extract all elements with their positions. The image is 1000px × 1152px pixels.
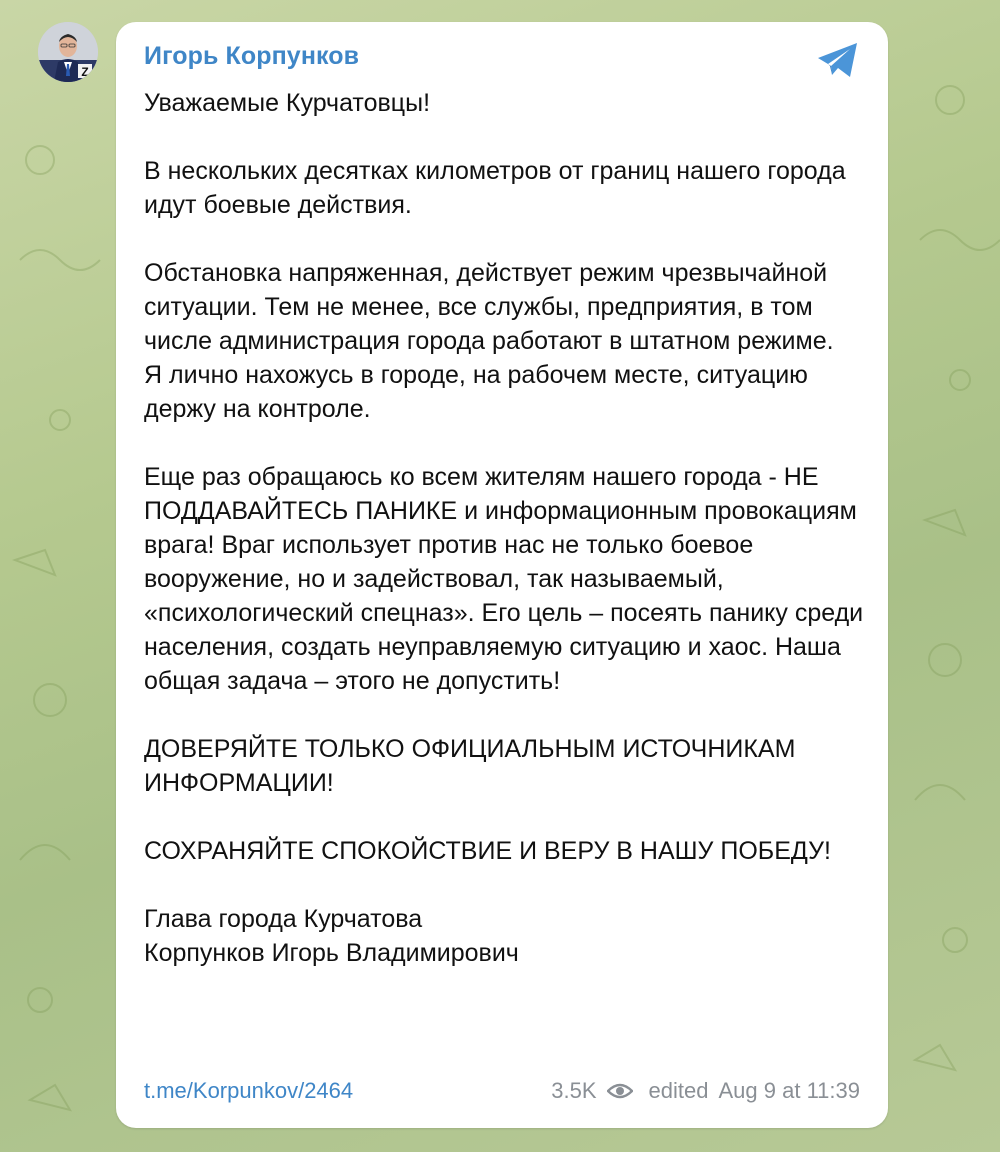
message-paragraph: СОХРАНЯЙТЕ СПОКОЙСТВИЕ И ВЕРУ В НАШУ ПОБЕДУ! (144, 837, 831, 865)
post-link[interactable]: t.me/Korpunkov/2464 (144, 1078, 354, 1103)
avatar-image (38, 22, 98, 82)
message-bubble (116, 22, 888, 1128)
message-signature: Глава города Курчатова Корпунков Игорь Владимирович (144, 905, 519, 967)
message-paragraph: В нескольких десятках километров от границ нашего города идут боевые действия. (144, 157, 846, 219)
svg-text:Z: Z (81, 65, 89, 79)
message-paragraph: Обстановка напряженная, действует режим чрезвычайной ситуации. Тем не менее, все службы, предприятия, в том числе администрация города работают в штатном режиме. Я лично нахожусь в городе, на рабочем месте, ситуацию держу на контроле. (144, 259, 834, 423)
telegram-logo-icon[interactable] (816, 40, 860, 80)
message-paragraph: Уважаемые Курчатовцы! (144, 89, 431, 117)
message-footer (144, 1076, 860, 1106)
edited-label: edited (648, 1078, 709, 1103)
message-meta (551, 1078, 860, 1104)
message-paragraph: Еще раз обращаюсь ко всем жителям нашего города - НЕ ПОДДАВАЙТЕСЬ ПАНИКЕ и информационным провокациям врага! Враг использует против нас не только боевое вооружение, но и задействовал, так называемый, «психологический спецназ». Его цель – посеять панику среди населения, создать неуправляемую ситуацию и хаос. Наша общая задача – этого не допустить! (144, 463, 864, 695)
message-text (144, 86, 864, 970)
author-avatar[interactable] (38, 22, 98, 82)
message-paragraph: ДОВЕРЯЙТЕ ТОЛЬКО ОФИЦИАЛЬНЫМ ИСТОЧНИКАМ ИНФОРМАЦИИ! (144, 735, 796, 797)
message-timestamp: Aug 9 at 11:39 (718, 1078, 860, 1103)
eye-icon (607, 1082, 633, 1100)
author-name[interactable]: Игорь Корпунков (144, 42, 360, 70)
views-count: 3.5K (551, 1078, 597, 1103)
